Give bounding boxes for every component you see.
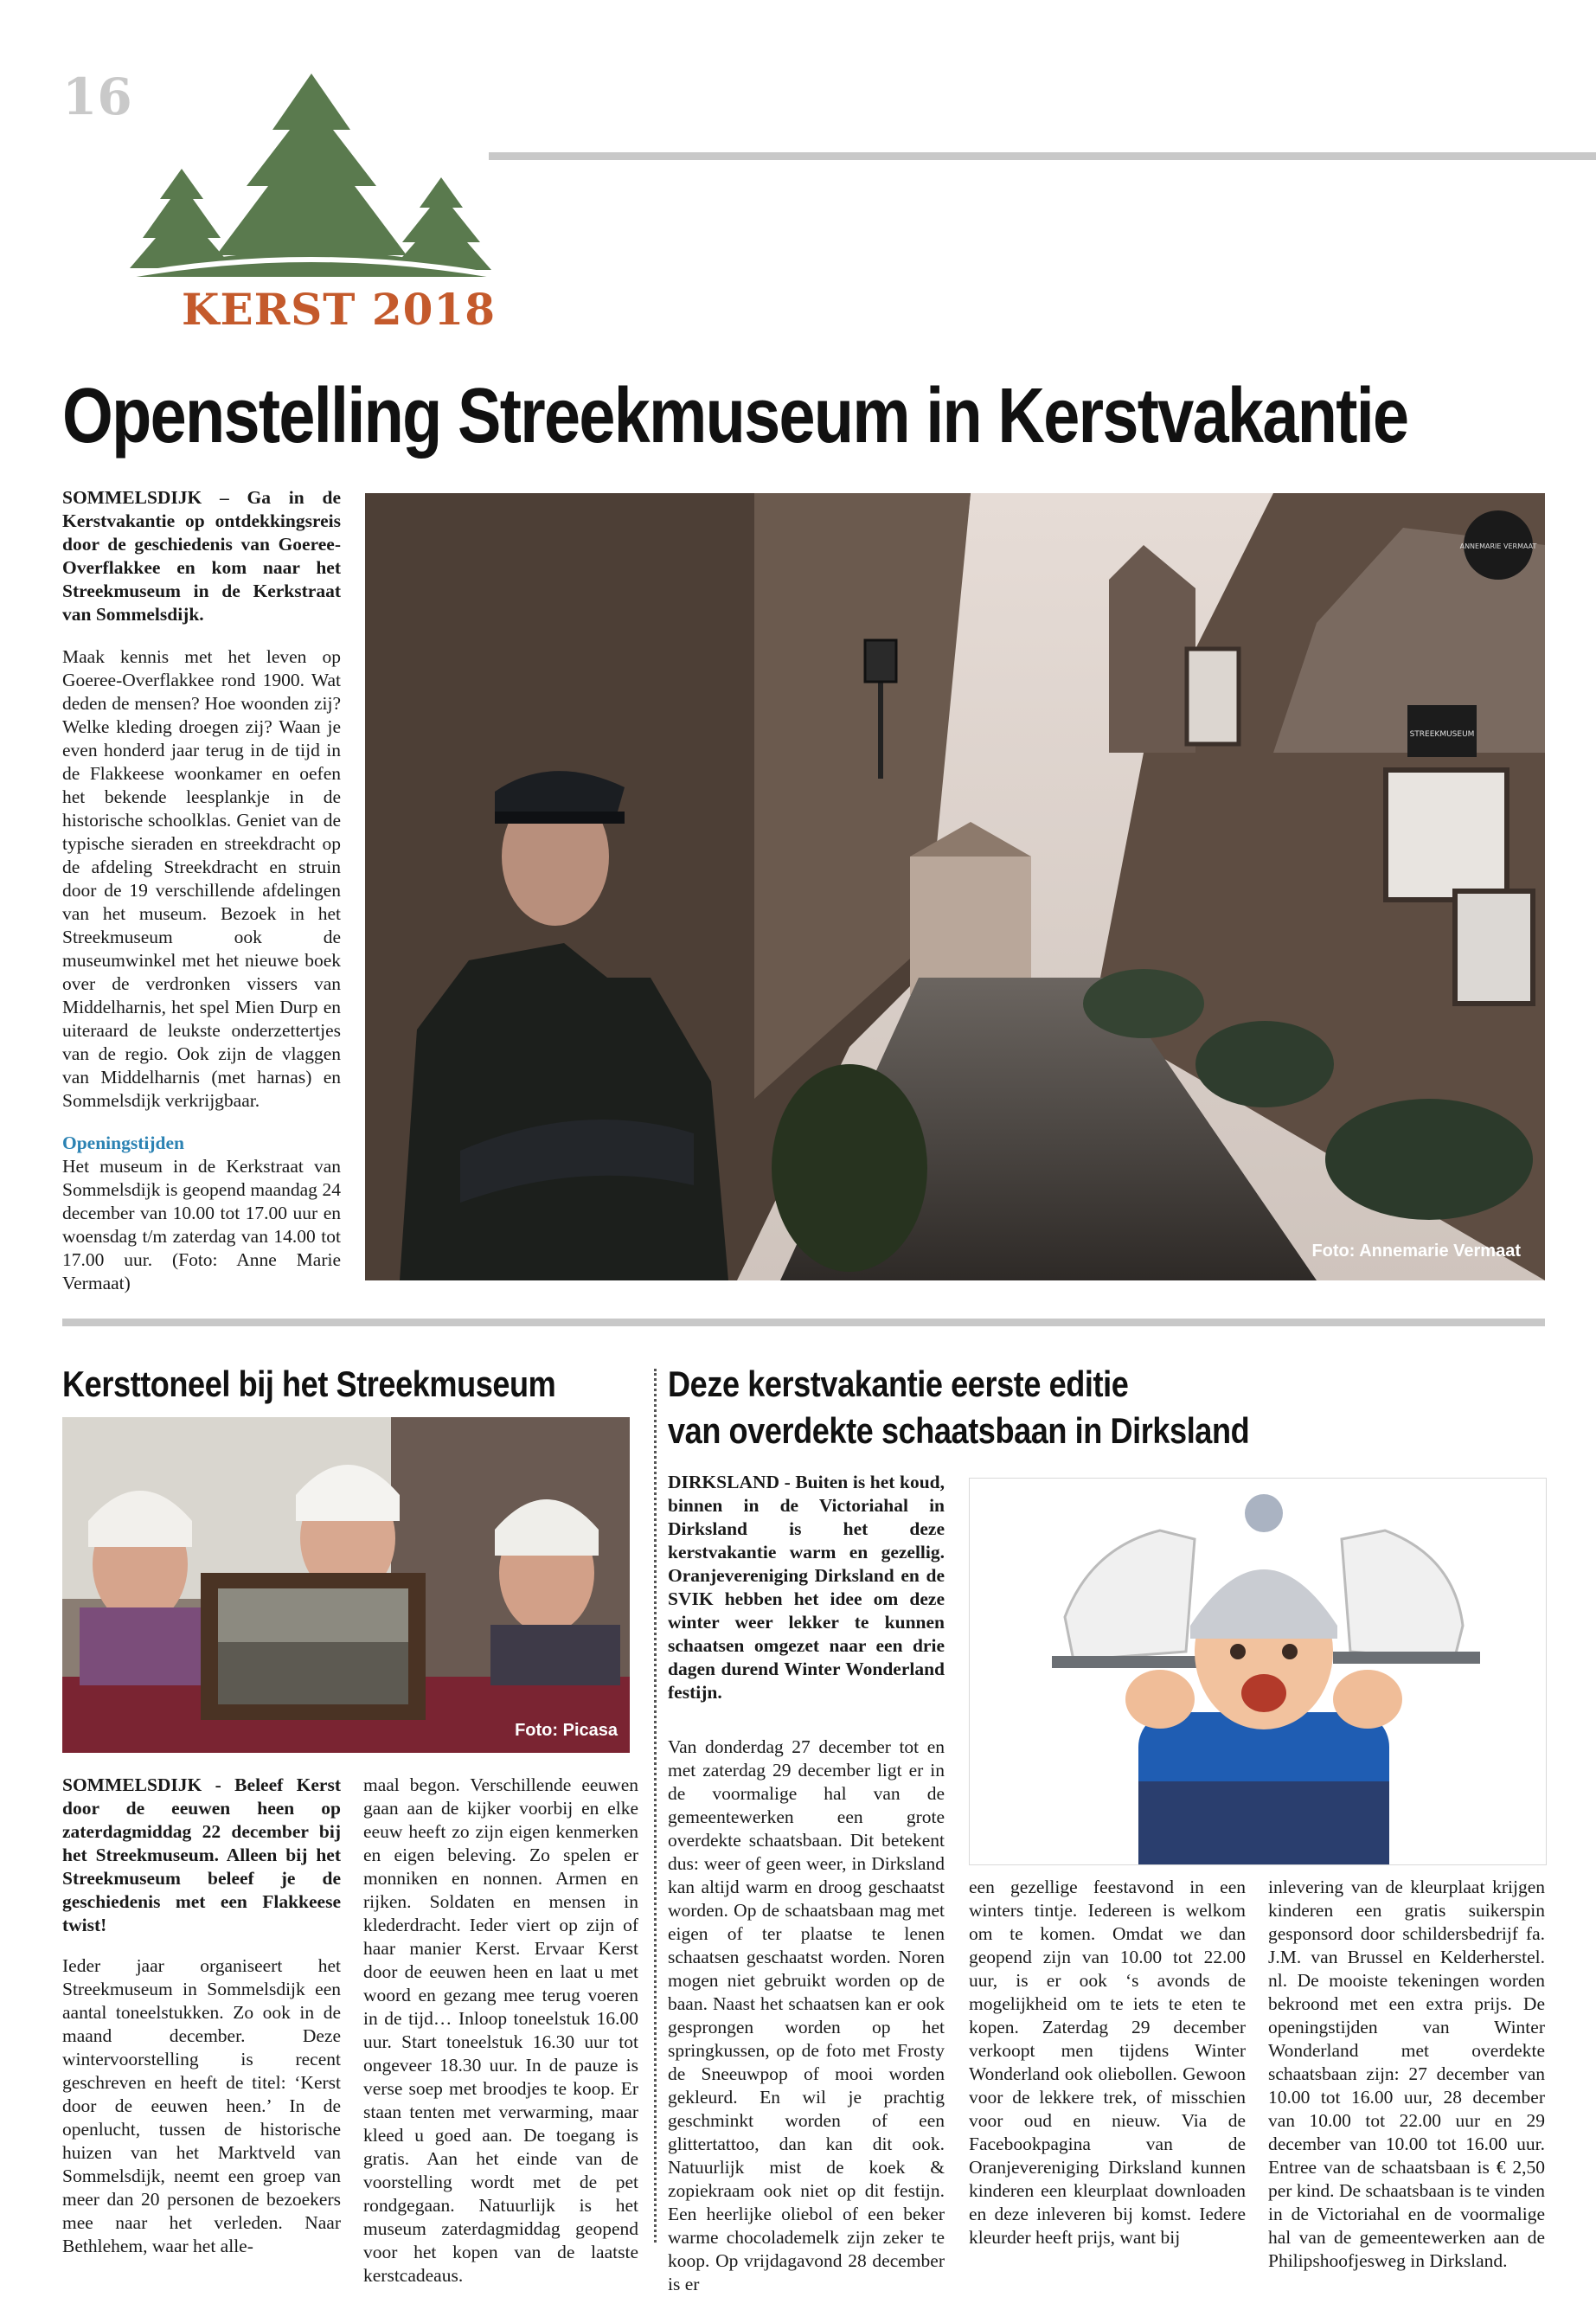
christmas-trees-icon <box>121 69 502 277</box>
column-separator <box>654 1369 657 2243</box>
article3-column-3 <box>1268 1876 1545 2287</box>
article1-body: Maak kennis met het leven op Goeree-Overflakkee rond 1900. Wat deden de mensen? Hoe woonden zij? Welke kleding droegen zij? Waan je even honderd jaar terug in de tijd in de Flakkeese woonkamer en oefen het bekende leesplankje in de historische schoolklas. Geniet van de typische sieraden en streekdracht op de afdeling Streekdracht en struin door de 19 verschillende afdelingen van het museum. Bezoek in het Streekmuseum ook de museumwinkel met het nieuwe boek over de verdronken vissers van Middelharnis, het spel Mien Durp en uiteraard de leukste onderzettertjes van de regio. Ook zijn de vlaggen van Middelharnis (met harnas) en Sommelsdijk verkrijgbaar. <box>62 646 341 1111</box>
article3-column-1 <box>668 1736 945 2310</box>
article3-body-1: Van donderdag 27 december tot en met zaterdag 29 december ligt er in de voormalige hal van de gemeentewerken een grote overdekte schaatsbaan. Dit betekent dus: weer of geen weer, in Dirksland kan altijd warm en droog geschaatst worden. Op de schaatsbaan mag met eigen of ter plaatse te lenen schaatsen geschaatst worden. Noren mogen niet gebruikt worden op de baan. Naast het schaatsen kan er ook gesprongen worden op het springkussen, op de foto met Frosty de Sneeuwpop of mooi worden gekleurd. En wil je prachtig geschminkt worden of een glittertattoo, dan kan dit ook. Natuurlijk mist de koek & zopiekraam ook niet op dit festijn. Een heerlijke oliebol of een beker warme chocolademelk zijn zeker te koop. Op vrijdagavond 28 december is er <box>668 1736 945 2294</box>
article1-column <box>62 486 341 1309</box>
photo-credit: Foto: Annemarie Vermaat <box>1311 1242 1521 1261</box>
article2-body-1: Ieder jaar organiseert het Streekmuseum in Sommelsdijk een aantal toneelstukken. Zo ook in de maand december. Deze wintervoorstelling is recent geschreven en heeft de titel: ‘Kerst door de eeuwen heen.’ In de openlucht, tussen de historische huizen van het Marktveld van Sommelsdijk, neemt een groep van meer dan 20 personen de bezoekers mee naar het verleden. Naar Bethlehem, waar het alle- <box>62 1955 341 2256</box>
article3-body-2: een gezellige feestavond in een winters tintje. Iedereen is welkom om te komen. Omdat we dan geopend zijn van 10.00 tot 22.00 uur, is er ook ‘s avonds de mogelijkheid om te iets te eten te kopen. Zaterdag 29 december verkoopt men tijdens Winter Wonderland ook oliebollen. Gewoon voor de lekkere trek, of misschien voor oud en nieuw. Via de Facebookpagina van de Oranjevereniging Dirksland kunnen kinderen een kleurplaat downloaden en deze inleveren bij komst. Iedere kleurder heeft prijs, want bij <box>969 1877 1246 2248</box>
article2-column-1 <box>62 1774 341 2272</box>
article1-lead: SOMMELSDIJK – Ga in de Kerstvakantie op ontdekkingsreis door de geschiedenis van Goeree-Overflakkee en kom naar het Streekmuseum in de Kerkstraat van Sommelsdijk. <box>62 487 341 625</box>
article3-lead-column <box>668 1471 945 1718</box>
section-label: KERST 2018 <box>182 284 497 335</box>
article1-hours: Het museum in de Kerkstraat van Sommelsdijk is geopend maandag 24 december van 10.00 tot 17.00 uur en woensdag t/m zaterdag van 14.00 tot 17.00 uur. (Foto: Anne Marie Vermaat) <box>62 1156 341 1293</box>
article3-title-line2: van overdekte schaatsbaan in Dirksland <box>668 1410 1250 1451</box>
street-scene-image <box>365 493 1545 1280</box>
article3-column-2 <box>969 1876 1246 2263</box>
article3-title-line1: Deze kerstvakantie eerste editie <box>668 1364 1129 1404</box>
museum-sign-text: STREEKMUSEUM <box>1409 730 1475 739</box>
article3-lead: DIRKSLAND - Buiten is het koud, binnen in de Victoriahal in Dirksland is het deze kerstvakantie warm en gezellig. Oranjevereniging Dirksland en de SVIK hebben het idee om deze winter weer lekker te kunnen schaatsen omgezet naar een drie dagen durend Winter Wonderland festijn. <box>668 1472 945 1703</box>
museum-street-photo <box>365 493 1545 1280</box>
page-number: 16 <box>62 67 132 126</box>
article3-body-3: inlevering van de kleurplaat krijgen kinderen een gratis suikerspin gesponsord door schildersbedrijf fa. J.M. van Brussel en Kelderherstel. nl. De mooiste tekeningen worden bekroond met een extra prijs. De openingstijden van Winter Wonderland met overdekte schaatsbaan zijn: 27 december van 10.00 tot 16.00 uur, 28 december van 10.00 tot 22.00 uur en 29 december van 10.00 tot 16.00 uur. Entree van de schaatsbaan is € 2,50 per kind. De schaatsbaan is te vinden in de Victoriahal en de voormalige hal van de gemeentewerken aan de Philipshoofjesweg in Dirksland. <box>1268 1877 1545 2271</box>
article2-lead: SOMMELSDIJK - Beleef Kerst door de eeuwen heen op zaterdagmiddag 22 december bij het Streekmuseum. Alleen bij het Streekmuseum beleef je de geschiedenis met een Flakkeese twist! <box>62 1774 341 1935</box>
article2-column-2 <box>363 1774 638 2301</box>
section-divider <box>62 1319 1545 1326</box>
theatre-photo <box>62 1417 630 1753</box>
top-rule <box>489 152 1596 160</box>
photographer-watermark: ANNEMARIE VERMAAT <box>1459 542 1537 550</box>
page-headline: Openstelling Streekmuseum in Kerstvakantie <box>62 373 1408 459</box>
article2-photo-credit: Foto: Picasa <box>515 1721 618 1740</box>
article2-body-2: maal begon. Verschillende eeuwen gaan aan de kijker voorbij en elke eeuw heeft zo zijn eigen kenmerken en eigen beleving. Zo spelen er monniken en nonnen. Armen en rijken. Soldaten en mensen in klederdracht. Ieder viert op zijn of haar manier Kerst. Ervaar Kerst door de eeuwen heen en laat u met woord en gezang mee terug voeren in de tijd… Inloop toneelstuk 16.00 uur. Start toneelstuk 16.30 uur tot ongeveer 18.30 uur. In de pauze is verse soep met broodjes te koop. Er staan tenten met verwarming, maar kleed u goed aan. De toegang is gratis. Aan het einde van de voorstelling wordt met de pet rondgegaan. Natuurlijk is het museum zaterdagmiddag geopend voor het kopen van de laatste kerstcadeaus. <box>363 1774 638 2286</box>
skating-child-photo <box>969 1478 1547 1865</box>
skating-child-image <box>970 1479 1546 1864</box>
theatre-scene-image <box>62 1417 630 1753</box>
article1-subhead: Openingstijden <box>62 1133 184 1153</box>
article2-title: Kersttoneel bij het Streekmuseum <box>62 1364 556 1404</box>
